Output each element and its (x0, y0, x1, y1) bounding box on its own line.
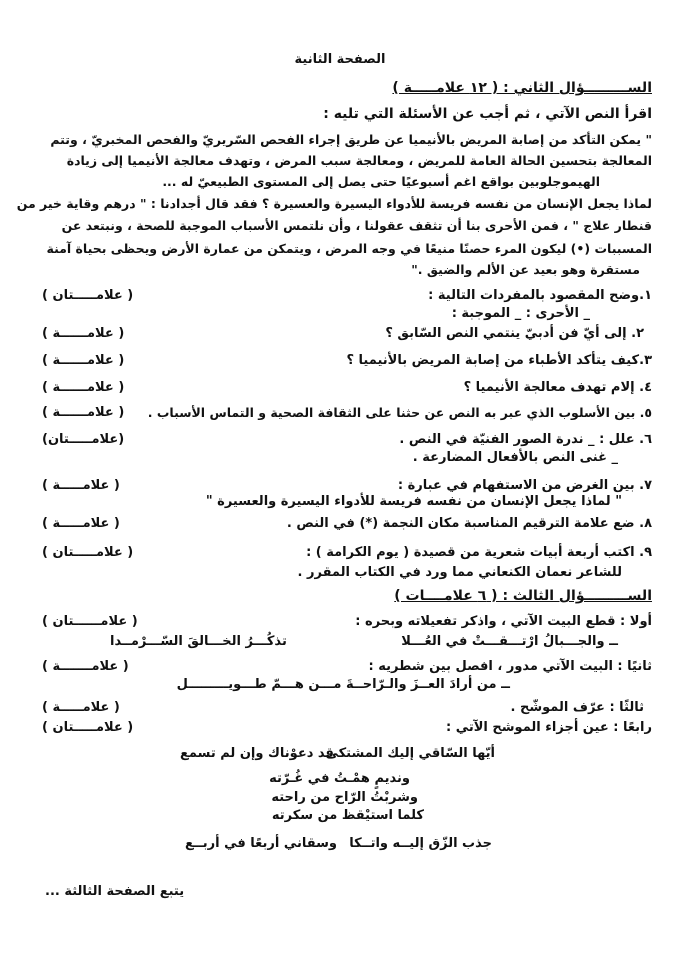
passage-line: قنطار علاج " ، فمن الأحرى بنا أن تثقف عقولنا ، وأن نلتمس الأسباب الموجبة للصحة ، ونبتعد عن (61, 218, 652, 233)
mark-label: (علامـــــتان) (42, 432, 125, 447)
poem-line: أيّها السّاقي إليك المشتكى (325, 746, 495, 761)
passage-line: الهيموجلوبين بواقع اغم أسبوعيًا حتى يصل إلى المستوى الطبيعيّ له ... (162, 174, 600, 189)
mark-label: ( علامـــــــة ) (42, 659, 129, 674)
mark-label: ( علامــــــة ) (42, 353, 125, 368)
q3-part4: رابعًا : عين أجزاء الموشح الآتي : (445, 720, 652, 735)
poem-line: كلما استيْقظ من سكرته (271, 808, 424, 823)
question-item: ٤. إلام تهدف معالجة الأنيميا ؟ (463, 380, 652, 395)
q2-header: الســـــــــؤال الثاني : ( ١٢ علامـــــة ) (392, 80, 652, 96)
mark-label: ( علامـــــتان ) (42, 720, 134, 735)
passage-line: المسببات (•) ليكون المرء حصنًا منيعًا في وجه المرض ، ويتمكن من عمارة الأرض ويحظى بحياة آمنة (46, 241, 652, 256)
mark-label: ( علامـــــة ) (42, 516, 120, 531)
verse-hemistich: تذكُـــرُ الخـــالقَ السّـــرْمــدا (110, 634, 287, 649)
question-item: ١.وضح المقصود بالمفردات التالية : (428, 288, 652, 303)
poem-line: جذب الزّق إليــه واتــكا (349, 836, 492, 851)
verse-line: ــ من أرادَ العــزَ والـرّاحــةَ مـــن هـــمّ طـــويـــــــــل (176, 677, 510, 692)
question-subitem: _ غنى النص بالأفعال المضارعة . (412, 450, 618, 465)
q2-instruction: اقرأ النص الآتي ، ثم أجب عن الأسئلة التي تليه : (323, 106, 652, 122)
passage-line: مستقرة وهو بعيد عن الألم والضيق ." (411, 262, 640, 277)
mark-label: ( علامــــــتان ) (42, 614, 138, 629)
q3-part1: أولا : قطع البيت الآتي ، واذكر تفعيلاته وبحره : (355, 614, 652, 629)
poem-line: ونديمٍ همْـتُ في غُـرّته (269, 771, 410, 786)
poem-line: قد دعوْناك وإن لم تسمع (180, 746, 334, 761)
question-item: ٢. إلى أيّ فن أدبيّ ينتمي النص السّابق ؟ (385, 326, 644, 341)
question-subitem: للشاعر نعمان الكنعاني مما ورد في الكتاب المقرر . (297, 565, 622, 580)
question-subitem: " لماذا يجعل الإنسان من نفسه فريسة للأدواء اليسيرة والعسيرة " (205, 494, 622, 509)
q3-header: الســـــــــؤال الثالث : ( ٦ علامــــات ) (394, 588, 652, 604)
question-item: ٧. بين الغرض من الاستفهام في عبارة : (397, 478, 652, 493)
question-subitem: _ الأحرى : _ الموجبة : (451, 306, 590, 321)
question-item: ٦. علل : _ ندرة الصور الفنيّة في النص . (399, 432, 652, 447)
q3-part2: ثانيًا : البيت الآتي مدور ، افصل بين شطريه : (368, 659, 652, 674)
passage-line: المعالجة بتحسين الحالة العامة للمريض ، ومعالجة سبب المرض ، وتهدف معالجة الأنيميا إلى زيادة (66, 153, 652, 168)
passage-line: " يمكن التأكد من إصابة المريض بالأنيميا عن طريق إجراء الفحص السّريريّ والفحص المخبريّ ، وتتم (50, 132, 652, 147)
question-item: ٥. بين الأسلوب الذي عبر به النص عن حثنا على الثقافة الصحية و التماس الأسباب . (147, 405, 652, 420)
q3-part3: ثالثًا : عرّف الموشّح . (510, 700, 644, 715)
passage-line: لماذا يجعل الإنسان من نفسه فريسة للأدواء اليسيرة والعسيرة ؟ فقد قال أجدادنا : " درهم وقاية خير من (16, 196, 652, 211)
verse-hemistich: ــ والجـــبالُ ارْتـــقـــتْ في العُـــلا (401, 634, 618, 649)
mark-label: ( علامـــــة ) (42, 700, 120, 715)
mark-label: ( علامــــــة ) (42, 380, 125, 395)
mark-label: ( علامـــــة ) (42, 478, 120, 493)
poem-line: وسقاني أربعًا في أربــع (185, 836, 338, 851)
mark-label: ( علامــــــة ) (42, 405, 125, 420)
mark-label: ( علامــــــة ) (42, 326, 125, 341)
mark-label: ( علامـــــتان ) (42, 288, 134, 303)
question-item: ٩. اكتب أربعة أبيات شعرية من قصيدة ( يوم الكرامة ) : (306, 545, 652, 560)
question-item: ٨. ضع علامة الترقيم المناسبة مكان النجمة (*) في النص . (286, 516, 652, 531)
question-item: ٣.كيف يتأكد الأطباء من إصابة المريض بالأنيميا ؟ (346, 353, 652, 368)
mark-label: ( علامـــــتان ) (42, 545, 134, 560)
page-title: الصفحة الثانية (294, 52, 386, 67)
footer-note: يتبع الصفحة الثالثة ... (45, 884, 185, 899)
poem-line: وشربْتُ الرّاح من راحته (271, 790, 418, 805)
